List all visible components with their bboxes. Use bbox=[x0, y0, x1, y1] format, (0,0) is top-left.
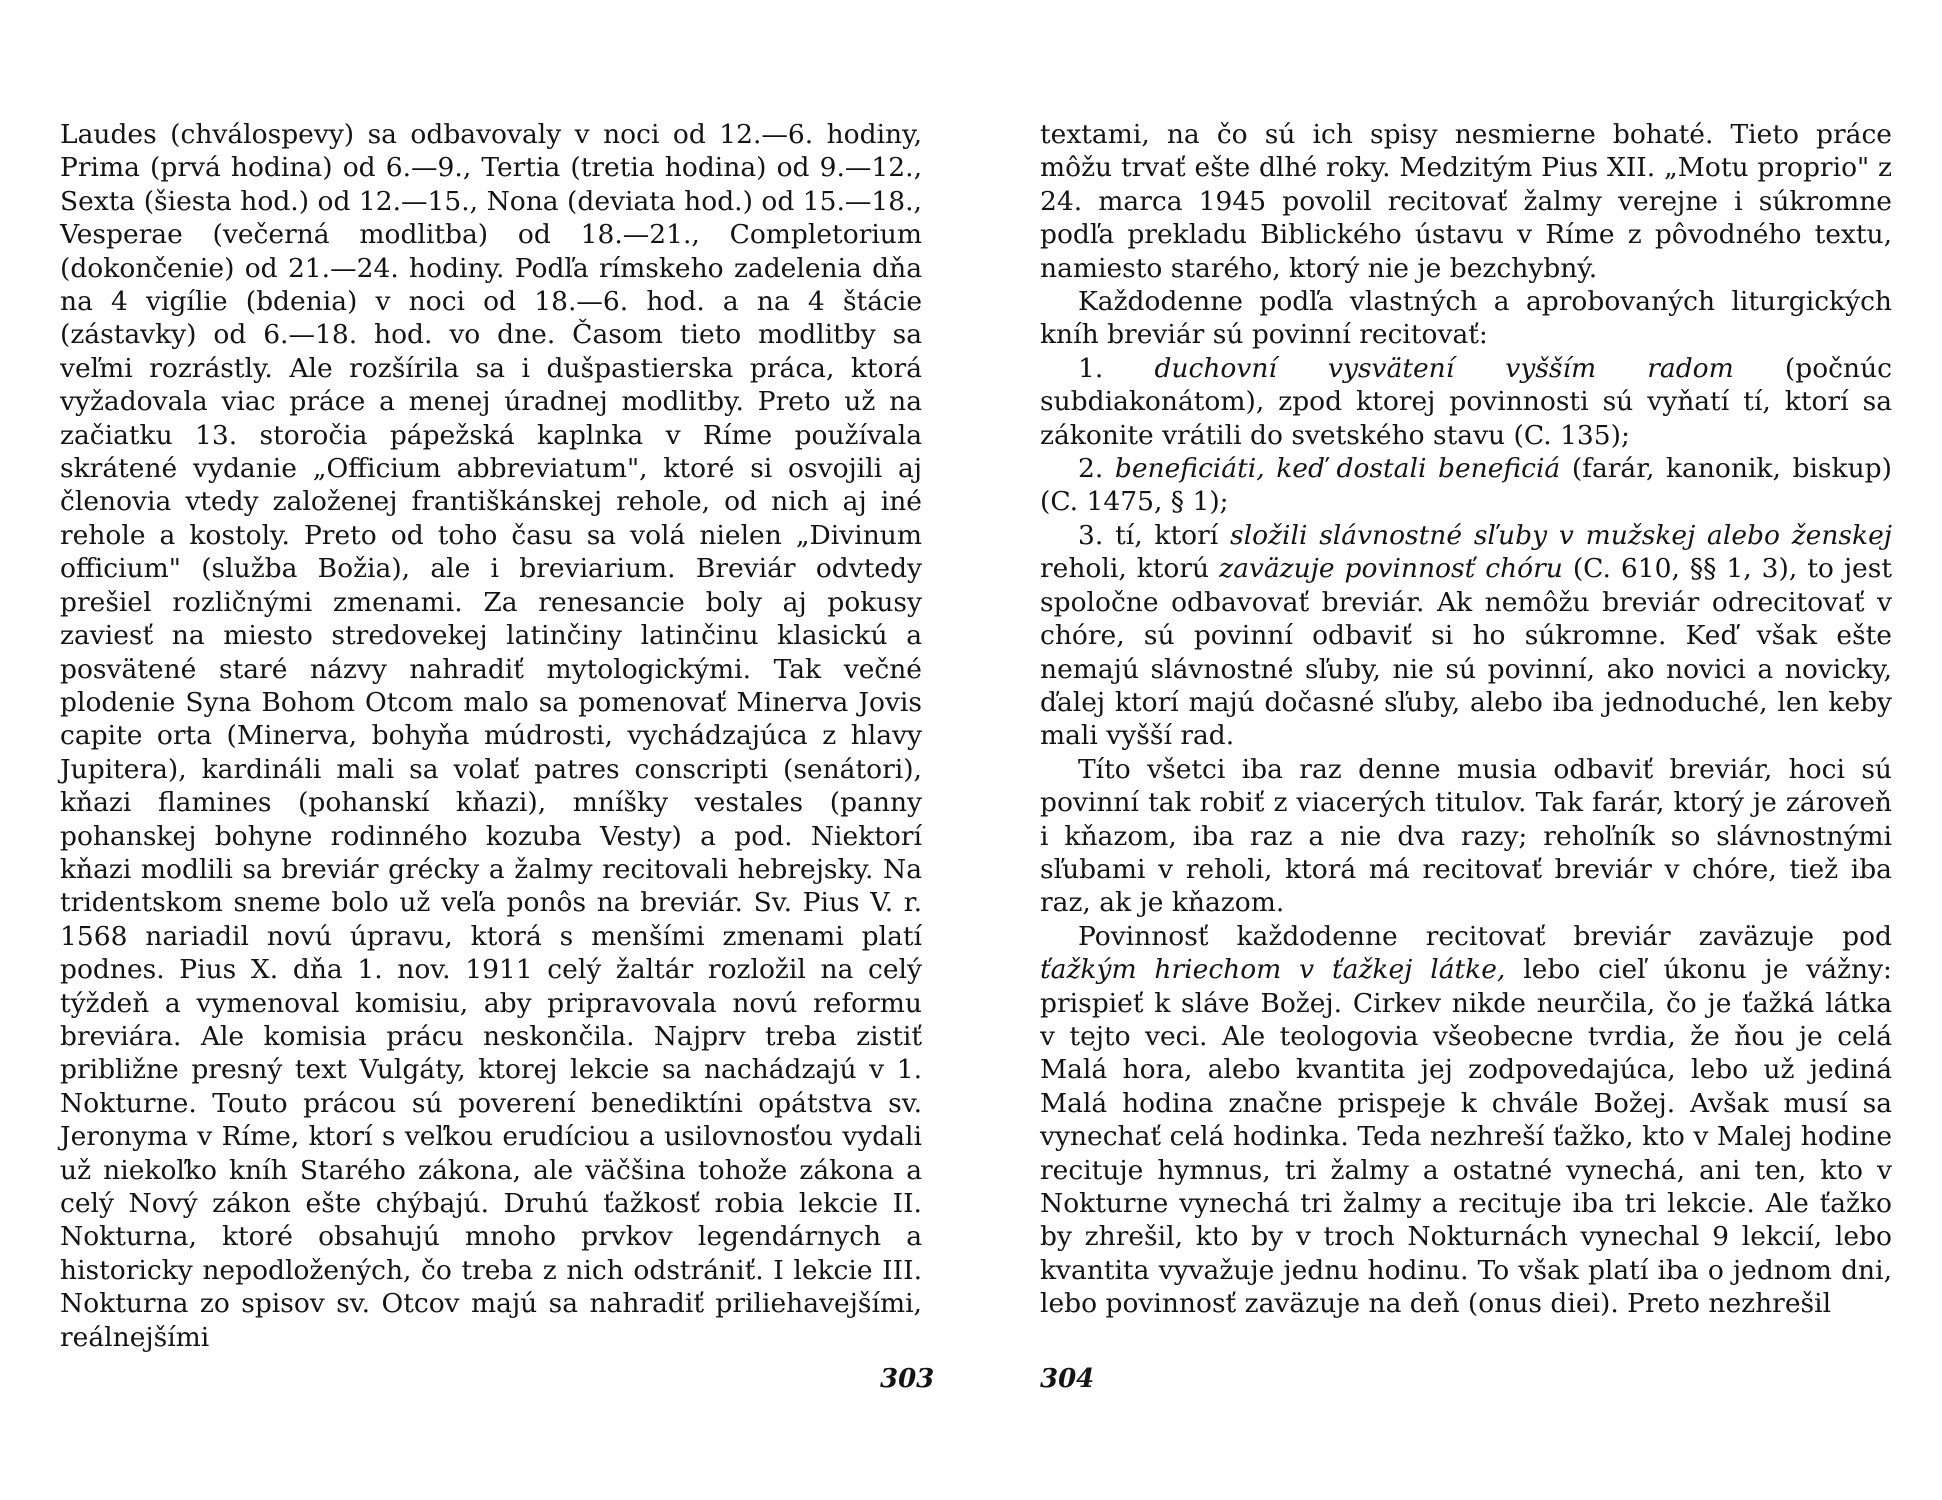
list-number: 1. bbox=[1078, 352, 1104, 384]
right-paragraph-continuation: textami, na čo sú ich spisy nesmierne bohaté. Tieto práce môžu trvať ešte dlhé roky. Medzitým Pius XII. „Motu proprio" z 24. marca 1945 povolil recitovať žalmy verejne i súkromne podľa prekladu Biblického ústavu v Ríme z pôvodného textu, namiesto starého, ktorý nie je bezchybný. bbox=[1040, 119, 1892, 284]
list-number: 2. bbox=[1078, 453, 1104, 485]
list-text: (C. 610, §§ 1, 3), to jest spoločne odbavovať breviár. Ak nemôžu breviár odrecitovať v chóre, sú povinní odbaviť si ho súkromne. Keď však ešte nemajú slávnostné sľuby, nie sú povinní, ako novici a novicky, ďalej ktorí majú dočasné sľuby, alebo iba jednoduché, len keby mali vyšší rad. bbox=[1040, 553, 1892, 752]
right-page-text bbox=[1040, 118, 1892, 1321]
left-page bbox=[60, 118, 922, 1354]
list-text: (farár, kanonik, biskup) (C. 1475, § 1); bbox=[1040, 453, 1892, 518]
right-paragraph: Títo všetci iba raz denne musia odbaviť breviár, hoci sú povinní tak robiť z viacerých titulov. Tak farár, ktorý je zároveň i kňazom, iba raz a nie dva razy; rehoľník so slávnostnými sľubami v reholi, ktorá má recitovať breviár v chóre, tiež iba raz, ak je kňazom. bbox=[1040, 753, 1892, 919]
list-text: (počnúc subdiakonátom), zpod ktorej povinnosti sú vyňatí tí, ktorí sa zákonite vrátili do svetského stavu (C. 135); bbox=[1040, 352, 1892, 451]
emphasis: duchovní vysvätení vyšším radom bbox=[1154, 352, 1734, 384]
right-list-item-3 bbox=[1040, 519, 1892, 753]
right-list-item-1 bbox=[1040, 352, 1892, 452]
list-number: 3. bbox=[1078, 519, 1104, 551]
emphasis: ťažkým hriechom v ťažkej látke, bbox=[1040, 954, 1506, 986]
right-page bbox=[1040, 118, 1892, 1321]
emphasis: složili slávnostné sľuby v mužskej alebo ženskej bbox=[1230, 519, 1892, 551]
left-paragraph: Laudes (chválospevy) sa odbavovaly v noci od 12.—6. hodiny, Prima (prvá hodina) od 6.—9., Tertia (tretia hodina) od 9.—12., Sexta (šiesta hod.) od 12.—15., Nona (deviata hod.) od 15.—18., Vesperae (večerná modlitba) od 18.—21., Completorium (dokončenie) od 21.—24. hodiny. Podľa rímskeho zadelenia dňa na 4 vigílie (bdenia) v noci od 18.—6. hod. a na 4 štácie (zástavky) od 6.—18. hod. vo dne. Časom tieto modlitby sa veľmi rozrástly. Ale rozšírila sa i dušpastierska práca, ktorá vyžadovala viac práce a menej úradnej modlitby. Preto už na začiatku 13. storočia pápežská kaplnka v Ríme používala skrátené vydanie „Officium abbreviatum", ktoré si osvojili aj členovia vtedy založenej františkánskej rehole, od nich aj iné rehole a kostoly. Preto od toho času sa volá nielen „Divinum officium" (služba Božia), ale i breviarium. Breviár odvtedy prešiel rozličnými zmenami. Za renesancie boly aj pokusy zaviesť na miesto stredovekej latinčiny latinčinu klasickú a posvätené staré názvy nahradiť mytologickými. Tak večné plodenie Syna Bohom Otcom malo sa pomenovať Minerva Jovis capite orta (Minerva, bohyňa múdrosti, vychádzajúca z hlavy Jupitera), kardináli mali sa volať patres conscripti (senátori), kňazi flamines (pohanskí kňazi), mníšky vestales (panny pohanskej bohyne rodinného kozuba Vesty) a pod. Niektorí kňazi modlili sa breviár grécky a žalmy recitovali hebrejsky. Na tridentskom sneme bolo už veľa ponôs na breviár. Sv. Pius V. r. 1568 nariadil novú úpravu, ktorá s menšími zmenami platí podnes. Pius X. dňa 1. nov. 1911 celý žaltár rozložil na celý týždeň a vymenoval komisiu, aby pripravovala novú reformu breviára. Ale komisia prácu neskončila. Najprv treba zistiť približne presný text Vulgáty, ktorej lekcie sa nachádzajú v 1. Nokturne. Touto prácou sú poverení benediktíni opátstva sv. Jeronyma v Ríme, ktorí s veľkou erudíciou a usilovnosťou vydali už niekoľko kníh Starého zákona, ale väčšina tohože zákona a celý Nový zákon ešte chýbajú. Druhú ťažkosť robia lekcie II. Nokturna, ktoré obsahujú mnoho prvkov legendárnych a historicky nepodložených, čo treba z nich odstrániť. I lekcie III. Nokturna zo spisov sv. Otcov majú sa nahradiť priliehavejšími, reálnejšími bbox=[60, 119, 922, 1353]
left-page-text bbox=[60, 118, 922, 1354]
right-paragraph-obligation bbox=[1040, 920, 1892, 1321]
list-text-mid: reholi, ktorú bbox=[1040, 553, 1210, 585]
right-paragraph-intro: Každodenne podľa vlastných a aprobovaných liturgických kníh breviár sú povinní recitovať: bbox=[1040, 286, 1892, 351]
left-page-number: 303 bbox=[880, 1364, 935, 1394]
right-page-number: 304 bbox=[1040, 1364, 1095, 1394]
list-text-lead: tí, ktorí bbox=[1115, 519, 1219, 551]
text-lead: Povinnosť každodenne recitovať breviár zaväzuje pod bbox=[1078, 920, 1892, 952]
right-list-item-2 bbox=[1040, 452, 1892, 519]
emphasis: zaväzuje povinnosť chóru bbox=[1219, 553, 1563, 585]
text-rest: lebo cieľ úkonu je vážny: prispieť k sláve Božej. Cirkev nikde neurčila, čo je ťažká látka v tejto veci. Ale teologovia všeobecne tvrdia, že ňou je celá Malá hora, alebo kvantita jej zodpovedajúca, lebo už jediná Malá hodina značne prispeje k chvále Božej. Avšak musí sa vynechať celá hodinka. Teda nezhreší ťažko, kto v Malej hodine recituje hymnus, tri žalmy a ostatné vynechá, ani ten, kto v Nokturne vynechá tri žalmy a recituje iba tri lekcie. Ale ťažko by zhrešil, kto by v troch Nokturnách vynechal 9 lekcií, lebo kvantita vyvažuje jednu hodinu. To však platí iba o jednom dni, lebo povinnosť zaväzuje na deň (onus diei). Preto nezhrešil bbox=[1040, 954, 1892, 1320]
emphasis: beneficiáti, keď dostali beneficiá bbox=[1114, 453, 1561, 485]
